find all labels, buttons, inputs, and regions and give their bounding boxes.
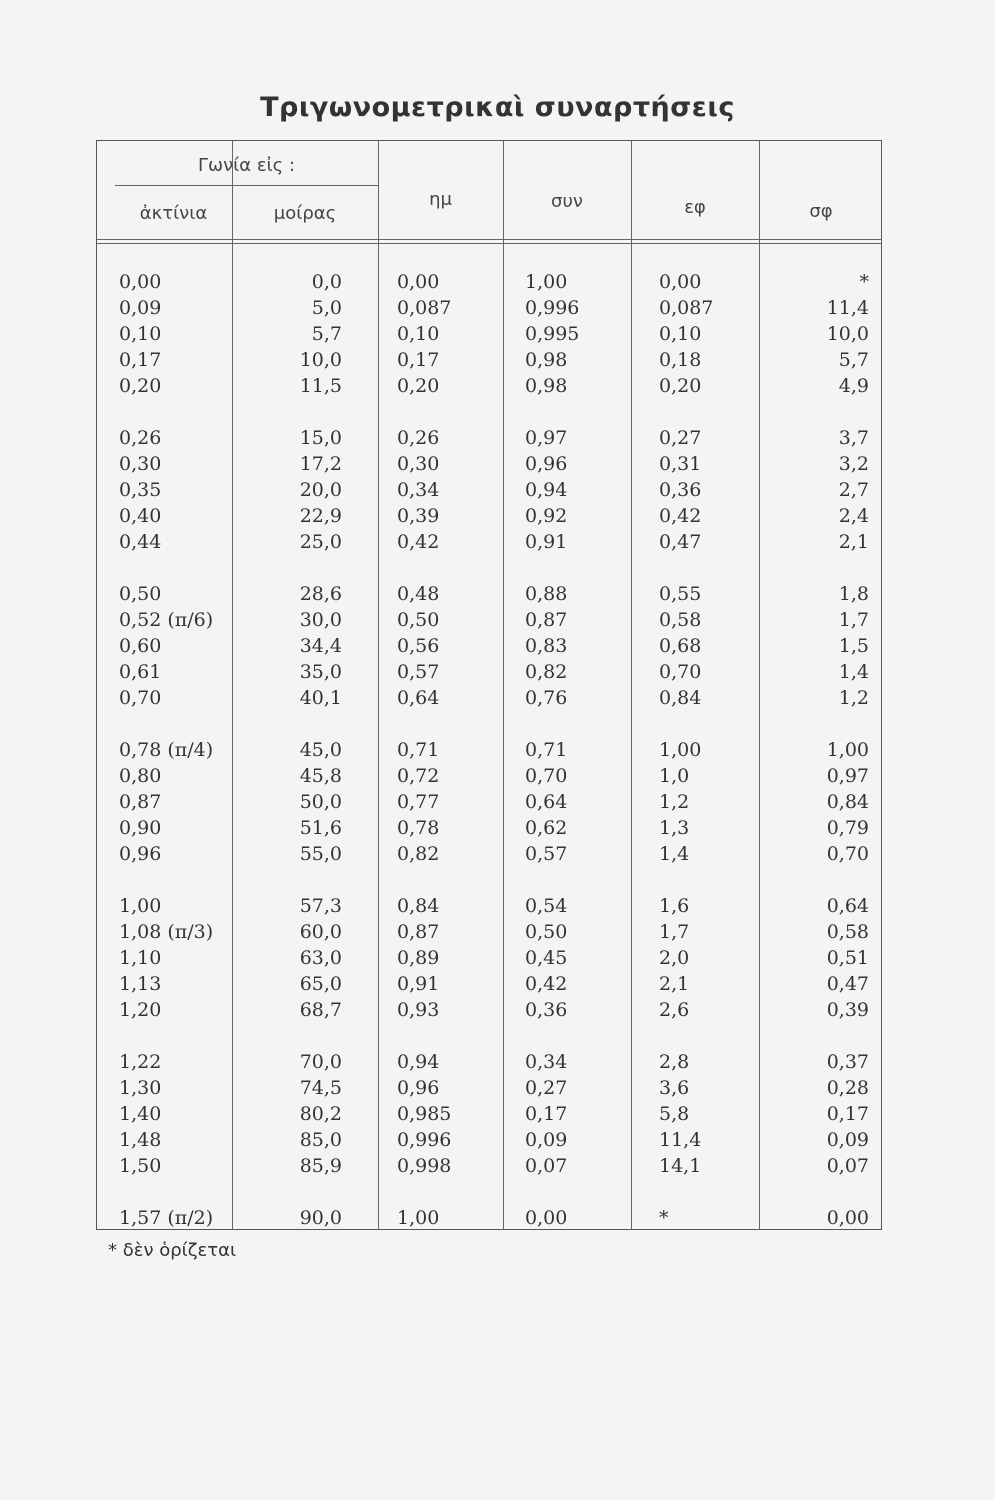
cos-cell: 0,54 bbox=[525, 895, 568, 917]
cos-cell: 0,94 bbox=[525, 479, 568, 501]
tan-cell: 1,3 bbox=[659, 817, 690, 839]
degrees-cell: 15,0 bbox=[299, 427, 342, 449]
cos-cell: 0,83 bbox=[525, 635, 568, 657]
footnote: * δὲν ὁρίζεται bbox=[108, 1240, 237, 1261]
sin-column bbox=[397, 269, 497, 1257]
cot-cell: * bbox=[859, 271, 869, 293]
row-group bbox=[232, 1049, 342, 1179]
row-group bbox=[659, 1205, 759, 1231]
sin-cell: 0,48 bbox=[397, 583, 440, 605]
row-group bbox=[525, 1049, 625, 1179]
radians-cell: 0,52 (π/6) bbox=[119, 609, 214, 631]
sin-cell: 0,34 bbox=[397, 479, 440, 501]
sin-cell: 0,93 bbox=[397, 999, 440, 1021]
cot-cell: 1,7 bbox=[838, 609, 869, 631]
cos-cell: 0,09 bbox=[525, 1129, 568, 1151]
degrees-cell: 5,0 bbox=[311, 297, 342, 319]
angle-group-header: Γωνία εἰς : bbox=[197, 155, 295, 176]
cos-cell: 0,91 bbox=[525, 531, 568, 553]
cos-cell: 0,98 bbox=[525, 375, 568, 397]
cos-header: συν bbox=[551, 191, 583, 212]
row-group bbox=[525, 893, 625, 1023]
row-group bbox=[232, 269, 342, 399]
row-group bbox=[789, 1205, 869, 1231]
cot-cell: 0,17 bbox=[826, 1103, 869, 1125]
row-group bbox=[525, 269, 625, 399]
cot-cell: 1,8 bbox=[838, 583, 869, 605]
cot-cell: 10,0 bbox=[826, 323, 869, 345]
degrees-cell: 0,0 bbox=[311, 271, 342, 293]
degrees-cell: 60,0 bbox=[299, 921, 342, 943]
cot-cell: 0,37 bbox=[826, 1051, 869, 1073]
row-group bbox=[232, 737, 342, 867]
degrees-cell: 90,0 bbox=[299, 1207, 342, 1229]
cot-cell: 0,64 bbox=[826, 895, 869, 917]
degrees-cell: 45,0 bbox=[299, 739, 342, 761]
radians-cell: 0,78 (π/4) bbox=[119, 739, 214, 761]
row-group bbox=[119, 893, 231, 1023]
radians-cell: 0,20 bbox=[119, 375, 162, 397]
cos-cell: 0,36 bbox=[525, 999, 568, 1021]
cot-cell: 4,9 bbox=[838, 375, 869, 397]
cot-header: σφ bbox=[809, 201, 833, 222]
row-group bbox=[397, 1205, 497, 1231]
cos-cell: 0,27 bbox=[525, 1077, 568, 1099]
row-group bbox=[789, 581, 869, 711]
tan-cell: 0,20 bbox=[659, 375, 702, 397]
tan-cell: 0,087 bbox=[659, 297, 714, 319]
degrees-cell: 45,8 bbox=[299, 765, 342, 787]
sin-cell: 0,10 bbox=[397, 323, 440, 345]
tan-cell: 0,70 bbox=[659, 661, 702, 683]
cot-cell: 0,28 bbox=[826, 1077, 869, 1099]
cos-cell: 0,71 bbox=[525, 739, 568, 761]
tan-cell: 1,7 bbox=[659, 921, 690, 943]
tan-cell: 0,36 bbox=[659, 479, 702, 501]
sin-cell: 0,72 bbox=[397, 765, 440, 787]
degrees-cell: 28,6 bbox=[299, 583, 342, 605]
sin-cell: 0,26 bbox=[397, 427, 440, 449]
row-group bbox=[119, 1049, 231, 1179]
cos-cell: 0,92 bbox=[525, 505, 568, 527]
degrees-cell: 34,4 bbox=[299, 635, 342, 657]
cot-cell: 0,97 bbox=[826, 765, 869, 787]
degrees-cell: 5,7 bbox=[311, 323, 342, 345]
cot-cell: 1,5 bbox=[838, 635, 869, 657]
sin-cell: 1,00 bbox=[397, 1207, 440, 1229]
degrees-cell: 35,0 bbox=[299, 661, 342, 683]
sin-cell: 0,94 bbox=[397, 1051, 440, 1073]
sin-cell: 0,56 bbox=[397, 635, 440, 657]
row-group bbox=[232, 893, 342, 1023]
tan-cell: 1,0 bbox=[659, 765, 690, 787]
cos-cell: 0,995 bbox=[525, 323, 580, 345]
tan-cell: * bbox=[659, 1207, 669, 1229]
sin-cell: 0,96 bbox=[397, 1077, 440, 1099]
sin-cell: 0,84 bbox=[397, 895, 440, 917]
row-group bbox=[397, 737, 497, 867]
row-group bbox=[525, 581, 625, 711]
cot-cell: 5,7 bbox=[838, 349, 869, 371]
sin-cell: 0,00 bbox=[397, 271, 440, 293]
divider bbox=[503, 141, 504, 1229]
row-group bbox=[397, 425, 497, 555]
cot-column bbox=[789, 269, 869, 1257]
radians-cell: 0,30 bbox=[119, 453, 162, 475]
tan-cell: 0,47 bbox=[659, 531, 702, 553]
degrees-cell: 30,0 bbox=[299, 609, 342, 631]
sin-cell: 0,91 bbox=[397, 973, 440, 995]
radians-cell: 0,60 bbox=[119, 635, 162, 657]
radians-header: ἀκτίνια bbox=[139, 203, 208, 224]
tan-cell: 1,00 bbox=[659, 739, 702, 761]
row-group bbox=[659, 1049, 759, 1179]
cot-cell: 0,39 bbox=[826, 999, 869, 1021]
tan-cell: 1,6 bbox=[659, 895, 690, 917]
cot-cell: 0,07 bbox=[826, 1155, 869, 1177]
row-group bbox=[659, 581, 759, 711]
sin-cell: 0,78 bbox=[397, 817, 440, 839]
row-group bbox=[789, 893, 869, 1023]
cos-cell: 0,00 bbox=[525, 1207, 568, 1229]
cos-cell: 1,00 bbox=[525, 271, 568, 293]
radians-cell: 1,08 (π/3) bbox=[119, 921, 214, 943]
row-group bbox=[789, 269, 869, 399]
degrees-column bbox=[232, 269, 342, 1257]
cot-cell: 2,7 bbox=[838, 479, 869, 501]
tan-cell: 5,8 bbox=[659, 1103, 690, 1125]
tan-cell: 0,18 bbox=[659, 349, 702, 371]
radians-cell: 1,57 (π/2) bbox=[119, 1207, 214, 1229]
tan-header: εφ bbox=[684, 197, 706, 218]
row-group bbox=[659, 269, 759, 399]
tan-column bbox=[659, 269, 759, 1257]
row-group bbox=[659, 425, 759, 555]
cot-cell: 0,00 bbox=[826, 1207, 869, 1229]
radians-cell: 1,50 bbox=[119, 1155, 162, 1177]
sin-cell: 0,89 bbox=[397, 947, 440, 969]
radians-cell: 1,20 bbox=[119, 999, 162, 1021]
sin-cell: 0,30 bbox=[397, 453, 440, 475]
sin-cell: 0,64 bbox=[397, 687, 440, 709]
radians-cell: 1,10 bbox=[119, 947, 162, 969]
divider bbox=[97, 239, 881, 240]
degrees-cell: 80,2 bbox=[299, 1103, 342, 1125]
cos-cell: 0,50 bbox=[525, 921, 568, 943]
cos-cell: 0,62 bbox=[525, 817, 568, 839]
radians-cell: 0,40 bbox=[119, 505, 162, 527]
row-group bbox=[525, 1205, 625, 1231]
cot-cell: 0,79 bbox=[826, 817, 869, 839]
cot-cell: 0,58 bbox=[826, 921, 869, 943]
cos-cell: 0,996 bbox=[525, 297, 580, 319]
sin-cell: 0,42 bbox=[397, 531, 440, 553]
row-group bbox=[232, 1205, 342, 1231]
row-group bbox=[659, 893, 759, 1023]
page-title: Τριγωνομετρικαὶ συναρτήσεις bbox=[260, 92, 735, 123]
radians-cell: 0,70 bbox=[119, 687, 162, 709]
cos-cell: 0,07 bbox=[525, 1155, 568, 1177]
degrees-cell: 55,0 bbox=[299, 843, 342, 865]
radians-column bbox=[119, 269, 231, 1257]
sin-cell: 0,82 bbox=[397, 843, 440, 865]
sin-cell: 0,87 bbox=[397, 921, 440, 943]
row-group bbox=[119, 581, 231, 711]
degrees-cell: 22,9 bbox=[299, 505, 342, 527]
radians-cell: 0,80 bbox=[119, 765, 162, 787]
radians-cell: 0,90 bbox=[119, 817, 162, 839]
sin-cell: 0,57 bbox=[397, 661, 440, 683]
sin-cell: 0,087 bbox=[397, 297, 452, 319]
cot-cell: 2,1 bbox=[838, 531, 869, 553]
row-group bbox=[397, 1049, 497, 1179]
sin-cell: 0,77 bbox=[397, 791, 440, 813]
tan-cell: 0,42 bbox=[659, 505, 702, 527]
cot-cell: 11,4 bbox=[826, 297, 869, 319]
radians-cell: 0,10 bbox=[119, 323, 162, 345]
cos-cell: 0,70 bbox=[525, 765, 568, 787]
degrees-cell: 20,0 bbox=[299, 479, 342, 501]
tan-cell: 0,84 bbox=[659, 687, 702, 709]
radians-cell: 0,61 bbox=[119, 661, 162, 683]
cot-cell: 1,2 bbox=[838, 687, 869, 709]
tan-cell: 3,6 bbox=[659, 1077, 690, 1099]
cot-cell: 0,09 bbox=[826, 1129, 869, 1151]
cos-cell: 0,57 bbox=[525, 843, 568, 865]
degrees-cell: 74,5 bbox=[299, 1077, 342, 1099]
sin-cell: 0,20 bbox=[397, 375, 440, 397]
radians-cell: 1,48 bbox=[119, 1129, 162, 1151]
radians-cell: 1,22 bbox=[119, 1051, 162, 1073]
tan-cell: 0,00 bbox=[659, 271, 702, 293]
tan-cell: 0,10 bbox=[659, 323, 702, 345]
cot-cell: 3,7 bbox=[838, 427, 869, 449]
radians-cell: 0,35 bbox=[119, 479, 162, 501]
tan-cell: 2,6 bbox=[659, 999, 690, 1021]
cos-cell: 0,17 bbox=[525, 1103, 568, 1125]
cos-cell: 0,64 bbox=[525, 791, 568, 813]
degrees-cell: 57,3 bbox=[299, 895, 342, 917]
tan-cell: 11,4 bbox=[659, 1129, 702, 1151]
cos-cell: 0,88 bbox=[525, 583, 568, 605]
tan-cell: 2,0 bbox=[659, 947, 690, 969]
tan-cell: 2,8 bbox=[659, 1051, 690, 1073]
radians-cell: 0,50 bbox=[119, 583, 162, 605]
degrees-cell: 40,1 bbox=[299, 687, 342, 709]
cos-cell: 0,76 bbox=[525, 687, 568, 709]
sin-cell: 0,985 bbox=[397, 1103, 452, 1125]
sin-cell: 0,998 bbox=[397, 1155, 452, 1177]
row-group bbox=[525, 425, 625, 555]
cot-cell: 0,47 bbox=[826, 973, 869, 995]
cot-cell: 1,4 bbox=[838, 661, 869, 683]
radians-cell: 0,26 bbox=[119, 427, 162, 449]
trig-table bbox=[96, 140, 882, 1230]
degrees-cell: 85,0 bbox=[299, 1129, 342, 1151]
tan-cell: 0,58 bbox=[659, 609, 702, 631]
radians-cell: 1,40 bbox=[119, 1103, 162, 1125]
cos-cell: 0,45 bbox=[525, 947, 568, 969]
cot-cell: 3,2 bbox=[838, 453, 869, 475]
divider bbox=[115, 185, 378, 186]
row-group bbox=[232, 581, 342, 711]
cos-cell: 0,87 bbox=[525, 609, 568, 631]
divider bbox=[378, 141, 379, 1229]
cot-cell: 0,70 bbox=[826, 843, 869, 865]
sin-cell: 0,39 bbox=[397, 505, 440, 527]
radians-cell: 1,00 bbox=[119, 895, 162, 917]
sin-cell: 0,17 bbox=[397, 349, 440, 371]
divider bbox=[631, 141, 632, 1229]
degrees-cell: 10,0 bbox=[299, 349, 342, 371]
degrees-cell: 65,0 bbox=[299, 973, 342, 995]
radians-cell: 0,87 bbox=[119, 791, 162, 813]
cot-cell: 0,84 bbox=[826, 791, 869, 813]
tan-cell: 14,1 bbox=[659, 1155, 702, 1177]
row-group bbox=[119, 425, 231, 555]
row-group bbox=[789, 737, 869, 867]
degrees-cell: 68,7 bbox=[299, 999, 342, 1021]
cos-cell: 0,42 bbox=[525, 973, 568, 995]
row-group bbox=[397, 581, 497, 711]
tan-cell: 0,31 bbox=[659, 453, 702, 475]
cos-cell: 0,34 bbox=[525, 1051, 568, 1073]
row-group bbox=[119, 269, 231, 399]
cot-cell: 1,00 bbox=[826, 739, 869, 761]
sin-cell: 0,71 bbox=[397, 739, 440, 761]
cos-cell: 0,82 bbox=[525, 661, 568, 683]
tan-cell: 0,27 bbox=[659, 427, 702, 449]
tan-cell: 0,55 bbox=[659, 583, 702, 605]
degrees-cell: 25,0 bbox=[299, 531, 342, 553]
row-group bbox=[397, 893, 497, 1023]
tan-cell: 0,68 bbox=[659, 635, 702, 657]
cos-column bbox=[525, 269, 625, 1257]
radians-cell: 1,13 bbox=[119, 973, 162, 995]
degrees-cell: 70,0 bbox=[299, 1051, 342, 1073]
sin-cell: 0,50 bbox=[397, 609, 440, 631]
radians-cell: 0,17 bbox=[119, 349, 162, 371]
tan-cell: 2,1 bbox=[659, 973, 690, 995]
tan-cell: 1,4 bbox=[659, 843, 690, 865]
row-group bbox=[232, 425, 342, 555]
cot-cell: 2,4 bbox=[838, 505, 869, 527]
row-group bbox=[525, 737, 625, 867]
degrees-cell: 51,6 bbox=[299, 817, 342, 839]
degrees-cell: 11,5 bbox=[299, 375, 342, 397]
sin-cell: 0,996 bbox=[397, 1129, 452, 1151]
divider bbox=[97, 243, 881, 244]
degrees-cell: 17,2 bbox=[299, 453, 342, 475]
degrees-cell: 85,9 bbox=[299, 1155, 342, 1177]
cos-cell: 0,97 bbox=[525, 427, 568, 449]
radians-cell: 0,44 bbox=[119, 531, 162, 553]
degrees-cell: 63,0 bbox=[299, 947, 342, 969]
radians-cell: 0,09 bbox=[119, 297, 162, 319]
sin-header: ημ bbox=[429, 189, 452, 210]
row-group bbox=[659, 737, 759, 867]
cos-cell: 0,98 bbox=[525, 349, 568, 371]
row-group bbox=[789, 425, 869, 555]
radians-cell: 0,00 bbox=[119, 271, 162, 293]
divider bbox=[759, 141, 760, 1229]
tan-cell: 1,2 bbox=[659, 791, 690, 813]
degrees-header: μοίρας bbox=[273, 203, 337, 224]
cos-cell: 0,96 bbox=[525, 453, 568, 475]
degrees-cell: 50,0 bbox=[299, 791, 342, 813]
cot-cell: 0,51 bbox=[826, 947, 869, 969]
radians-cell: 1,30 bbox=[119, 1077, 162, 1099]
radians-cell: 0,96 bbox=[119, 843, 162, 865]
row-group bbox=[119, 737, 231, 867]
row-group bbox=[119, 1205, 231, 1231]
row-group bbox=[397, 269, 497, 399]
row-group bbox=[789, 1049, 869, 1179]
